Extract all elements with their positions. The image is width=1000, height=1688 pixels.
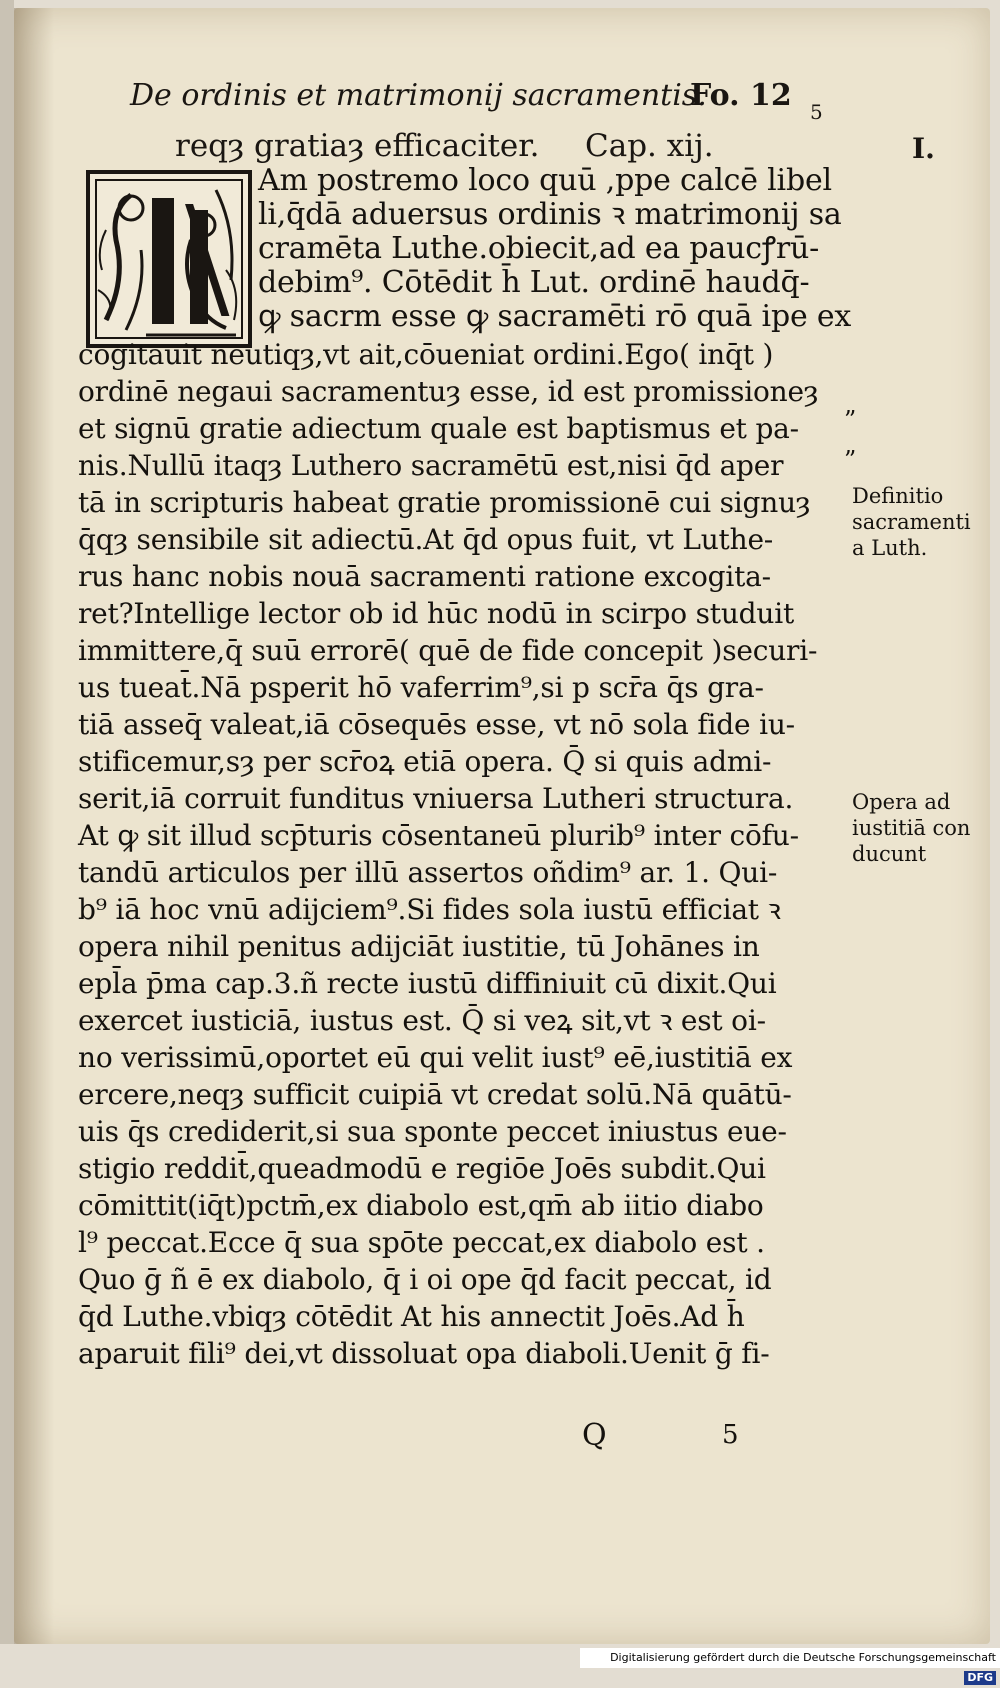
text-line: epl̄a p̄ma cap.3.ñ recte iustū diffiniuit cū dixit.Qui [78, 967, 777, 1000]
text-line: Am postremo loco quū ,ppe calcē libel [258, 163, 832, 198]
text-line: et signū gratie adiectum quale est baptismus et pa- [78, 412, 799, 445]
text-line: ercere,neqȝ sufficit cuipiā vt credat solū.Nā quātū- [78, 1078, 792, 1111]
text-line: serit,iā corruit funditus vniuersa Lutheri structura. [78, 782, 794, 815]
text-line: nis.Nullū itaqȝ Luthero sacramētū est,nisi q̄d aper [78, 449, 784, 482]
text-line: b⁹ iā hoc vnū adijciem⁹.Si fides sola iustū efficiat ꝛ [78, 893, 781, 926]
gloss-line: sacramenti [852, 510, 971, 534]
credit-text: Digitalisierung gefördert durch die Deutsche Forschungsgemeinschaft [610, 1651, 996, 1664]
text-line: tandū articulos per illū assertos oñdim⁹ ar. 1. Qui- [78, 856, 778, 889]
quotation-mark: ” [844, 406, 857, 434]
heading-text: reqȝ gratiaȝ efficaciter. [175, 128, 540, 164]
text-line: cōmittit(iq̄t)pctm̄,ex diabolo est,qm̄ ab iitio diabo [78, 1189, 764, 1222]
gloss-line: ducunt [852, 842, 927, 866]
digitization-credit [580, 1648, 1000, 1684]
text-line: exercet iusticiā, iustus est. Q̄ si veꝝ sit,vt ꝛ est oi- [78, 1004, 766, 1037]
text-line: immittere,q̄ suū errorē( quē de fide concepit )securi- [78, 634, 818, 667]
text-line: aparuit fili⁹ dei,vt dissoluat opa diaboli.Uenit ḡ fi- [78, 1337, 770, 1370]
text-line: ꝙ sacrm esse ꝙ sacramēti rō quā ipe ex [258, 299, 852, 334]
text-line: us tueat̄.Nā psperit hō vaferrim⁹,si p scr̄a q̄s gra- [78, 671, 764, 704]
text-line: q̄d Luthe.vbiqȝ cōtēdit At his annectit Joēs.Ad h̄ [78, 1300, 745, 1333]
text-line: l⁹ peccat.Ecce q̄ sua spōte peccat,ex diabolo est . [78, 1226, 765, 1259]
margin-numeral: I. [912, 132, 935, 165]
text-line: no verissimū,oportet eū qui velit iust⁹ eē,iustitiā ex [78, 1041, 793, 1074]
text-line: debim⁹. Cōtēdit h̄ Lut. ordinē haudq̄- [258, 265, 810, 300]
text-line: tiā asseq̄ valeat,iā cōsequēs esse, vt nō sola fide iu- [78, 708, 795, 741]
text-line: cramēta Luthe.obiecit,ad ea paucꝭrū- [258, 231, 820, 266]
signature-mark: 5 [722, 1420, 739, 1450]
text-line: uis q̄s crediderit,si sua sponte peccet iniustus eue- [78, 1115, 787, 1148]
text-line: tā in scripturis habeat gratie promissionē cui signuȝ [78, 486, 811, 519]
dfg-logo: DFG [964, 1671, 996, 1685]
text-line: li,q̄dā aduersus ordinis ꝛ matrimonij sa [258, 197, 842, 232]
text-line: q̄qȝ sensibile sit adiectū.At q̄d opus fuit, vt Luthe- [78, 523, 774, 556]
running-title: De ordinis et matrimonij sacramentis. [130, 78, 707, 113]
text-line: opera nihil penitus adijciāt iustitie, tū Johānes in [78, 930, 760, 963]
text-line: rus hanc nobis nouā sacramenti ratione excogita- [78, 560, 771, 593]
gloss-line: Opera ad [852, 790, 951, 814]
text-line: Quo ḡ ñ ē ex diabolo, q̄ i oi ope q̄d facit peccat, id [78, 1263, 772, 1296]
gloss-line: Definitio [852, 484, 944, 508]
folio-mark: 5 [810, 100, 823, 124]
text-line: At ꝙ sit illud scp̄turis cōsentaneū plurib⁹ inter cōfu- [78, 819, 799, 852]
catchword: Q [582, 1418, 607, 1453]
text-line: stigio reddit̄,queadmodū e regiōe Joēs subdit.Qui [78, 1152, 766, 1185]
gloss-line: a Luth. [852, 536, 928, 560]
text-line: ordinē negaui sacramentuȝ esse, id est promissioneȝ [78, 375, 819, 408]
text-line: stificemur,sȝ per scr̄oꝝ etiā opera. Q̄ si quis admi- [78, 745, 772, 778]
text-line: ret?Intellige lector ob id hūc nodū in scirpo studuit [78, 597, 795, 630]
text-line: cogitauit neutiqȝ,vt ait,cōueniat ordini.Ego( inq̄t ) [78, 338, 774, 371]
folio-number: Fo. 12 [690, 78, 792, 113]
quotation-mark: ” [844, 446, 857, 474]
chapter-number: Cap. xij. [585, 128, 714, 164]
gloss-line: iustitiā con [852, 816, 971, 840]
